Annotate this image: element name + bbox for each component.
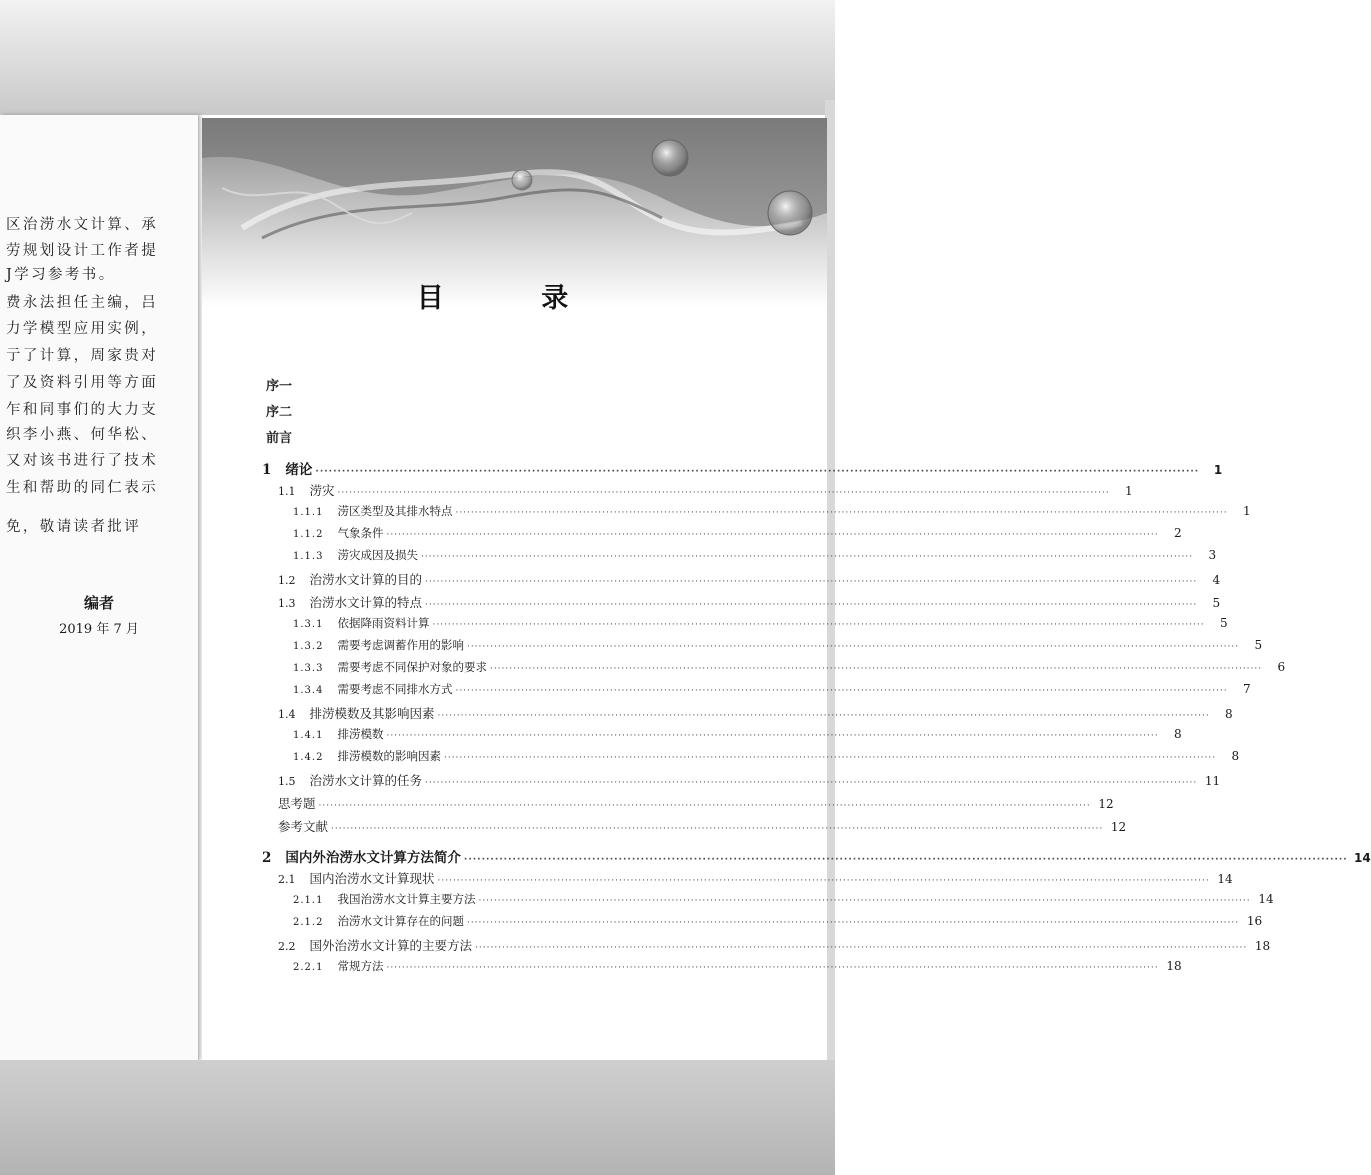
toc-entry-page: 5: [1212, 596, 1221, 610]
front-matter-item: 序一: [266, 379, 293, 394]
toc-entry[interactable]: [278, 771, 1221, 789]
toc-entry-page: 3: [1208, 548, 1217, 562]
toc-entry[interactable]: [293, 726, 1182, 744]
toc-entry-page: 8: [1225, 707, 1233, 721]
toc-entry-number: 2.2.1: [293, 962, 324, 973]
signature: 编者: [83, 594, 114, 612]
preface-text-line: 织李小燕、何华松、: [6, 427, 159, 443]
toc-entry-number: 1.4: [278, 708, 296, 721]
toc-leader-dots: ········································································································································································································: [331, 824, 1104, 834]
scan-background-bottom: [0, 1060, 835, 1175]
toc-entry-page: 7: [1242, 682, 1251, 696]
preface-text-line: 区治涝水文计算、承: [6, 217, 159, 233]
toc-entry-number: 1: [262, 462, 272, 478]
toc-entry-title: 涝灾成因及损失: [337, 548, 418, 562]
toc-entry-title: 依据降雨资料计算: [337, 616, 430, 630]
toc-entry[interactable]: [293, 681, 1251, 699]
toc-entry-page: 11: [1204, 774, 1221, 788]
toc-entry-title: 气象条件: [337, 526, 384, 540]
toc-entry[interactable]: [278, 869, 1233, 887]
toc-entry-number: 1.3.4: [293, 685, 324, 696]
toc-entry[interactable]: [278, 794, 1114, 812]
front-matter-item: 序二: [266, 405, 293, 420]
toc-entry-number: 1.5: [278, 775, 296, 788]
toc-entry-number: 1.2: [278, 574, 296, 587]
toc-entry[interactable]: [262, 846, 1371, 866]
toc-entry-title: 需要考虑调蓄作用的影响: [337, 638, 464, 652]
toc-entry[interactable]: [278, 704, 1233, 722]
toc-entry-page: 16: [1246, 914, 1263, 928]
toc-entry-number: 1.1: [278, 485, 296, 498]
toc-entry-number: 1.4.2: [293, 752, 324, 763]
toc-entry-number: 1.3.1: [293, 619, 324, 630]
toc-entry-number: 2.1.2: [293, 917, 324, 928]
toc-entry-page: 18: [1254, 939, 1271, 953]
preface-text-line: 力学模型应用实例，: [6, 321, 159, 337]
toc-leader-dots: ········································································································································································································: [466, 918, 1240, 928]
toc-entry-page: 1: [1242, 504, 1251, 518]
toc-leader-dots: ········································································································································································································: [443, 753, 1217, 763]
toc-leader-dots: ········································································································································································································: [437, 876, 1210, 886]
toc-entry-title: 涝区类型及其排水特点: [337, 504, 453, 518]
toc-entry-page: 12: [1110, 820, 1127, 834]
toc-entry-number: 1.3.3: [293, 663, 324, 674]
toc-entry-number: 2: [262, 850, 272, 866]
toc-entry-title: 国内外治涝水文计算方法简介: [285, 850, 461, 866]
toc-entry[interactable]: [293, 615, 1228, 633]
toc-leader-dots: ········································································································································································································: [337, 488, 1110, 498]
toc-leader-dots: ········································································································································································································: [463, 855, 1348, 865]
toc-entry-title: 排涝模数及其影响因素: [309, 706, 435, 721]
toc-entry-page: 18: [1166, 959, 1182, 973]
toc-leader-dots: ········································································································································································································: [386, 731, 1159, 741]
front-matter-item: 前言: [266, 431, 293, 446]
page-title: 目 录: [416, 283, 613, 314]
toc-entry-page: 14: [1258, 892, 1274, 906]
toc-entry-page: 5: [1219, 616, 1228, 630]
toc-leader-dots: ········································································································································································································: [475, 943, 1248, 953]
toc-leader-dots: ········································································································································································································: [489, 664, 1263, 674]
toc-entry-page: 6: [1277, 660, 1286, 674]
toc-entry-number: 2.1: [278, 873, 296, 886]
toc-leader-dots: ········································································································································································································: [425, 778, 1198, 788]
scan-background-top: [0, 0, 835, 115]
toc-entry-title: 参考文献: [278, 819, 329, 834]
left-page: [0, 115, 199, 1060]
toc-entry-title: 治涝水文计算的目的: [309, 572, 423, 587]
toc-entry-number: 1.1.3: [293, 551, 324, 562]
toc-leader-dots: ········································································································································································································: [455, 686, 1228, 696]
toc-entry-number: 2.2: [278, 940, 296, 953]
toc-leader-dots: ········································································································································································································: [425, 577, 1198, 587]
toc-entry[interactable]: [293, 525, 1182, 543]
preface-text-line: 劳规划设计工作者提: [6, 243, 159, 259]
toc-entry-title: 需要考虑不同排水方式: [337, 682, 453, 696]
toc-entry[interactable]: [278, 936, 1271, 954]
toc-entry-page: 14: [1217, 872, 1233, 886]
toc-entry-number: 1.1.1: [293, 507, 324, 518]
toc-entry-page: 2: [1173, 526, 1182, 540]
toc-leader-dots: ········································································································································································································: [318, 801, 1091, 811]
toc-entry[interactable]: [293, 748, 1240, 766]
toc-entry[interactable]: [293, 659, 1286, 677]
toc-leader-dots: ········································································································································································································: [432, 620, 1205, 630]
right-page: [202, 118, 1371, 1060]
toc-entry[interactable]: [293, 637, 1263, 655]
toc-leader-dots: ········································································································································································································: [437, 711, 1210, 721]
toc-leader-dots: ········································································································································································································: [386, 530, 1159, 540]
toc-leader-dots: ········································································································································································································: [315, 467, 1200, 477]
toc-entry-page: 5: [1254, 638, 1263, 652]
toc-entry-number: 2.1.1: [293, 895, 324, 906]
toc-entry-page: 8: [1173, 727, 1182, 741]
toc-entry-page: 12: [1098, 797, 1114, 811]
toc-entry-title: 排涝模数的影响因素: [337, 749, 441, 763]
toc-entry-title: 治涝水文计算的任务: [309, 773, 423, 788]
toc-entry-title: 需要考虑不同保护对象的要求: [337, 660, 487, 674]
toc-entry-title: 国外治涝水文计算的主要方法: [309, 938, 473, 953]
preface-text-line: 了及资料引用等方面: [6, 375, 159, 391]
toc-entry-title: 常规方法: [337, 959, 384, 973]
toc-entry[interactable]: [278, 817, 1127, 835]
toc-entry-page: 1: [1213, 463, 1223, 477]
toc-entry[interactable]: [278, 593, 1221, 611]
toc-entry-page: 1: [1125, 484, 1133, 498]
preface-text-line: 费永法担任主编，吕: [6, 295, 159, 311]
toc-entry-number: 1.3: [278, 597, 296, 610]
toc-entry-page: 14: [1354, 851, 1371, 865]
toc-entry-number: 1.4.1: [293, 730, 324, 741]
toc-entry-title: 治涝水文计算的特点: [309, 595, 423, 610]
toc-entry-number: 1.3.2: [293, 641, 324, 652]
preface-text-line: 又对该书进行了技术: [6, 453, 159, 469]
toc-entry[interactable]: [278, 570, 1221, 588]
toc-entry[interactable]: [262, 458, 1223, 478]
toc-entry[interactable]: [278, 481, 1133, 499]
toc-entry-title: 涝灾: [309, 483, 335, 498]
toc-leader-dots: ········································································································································································································: [386, 963, 1159, 973]
toc-entry-title: 我国治涝水文计算主要方法: [337, 892, 476, 906]
toc-leader-dots: ········································································································································································································: [420, 552, 1194, 562]
toc-leader-dots: ········································································································································································································: [466, 642, 1240, 652]
preface-text-line: 免，敬请读者批评: [6, 519, 142, 535]
toc-entry-title: 思考题: [278, 796, 316, 811]
preface-text-line: 乍和同事们的大力支: [6, 402, 159, 418]
preface-text-line: J学习参考书。: [6, 267, 116, 283]
toc-entry-page: 4: [1212, 573, 1221, 587]
toc-entry[interactable]: [293, 503, 1251, 521]
date: 2019 年 7 月: [59, 622, 139, 637]
toc-entry-page: 8: [1231, 749, 1240, 763]
toc-leader-dots: ········································································································································································································: [425, 600, 1198, 610]
preface-text-line: 亍了计算，周家贵对: [6, 348, 159, 364]
toc-entry[interactable]: [293, 547, 1217, 565]
toc-entry-title: 国内治涝水文计算现状: [309, 871, 435, 886]
toc-leader-dots: ········································································································································································································: [478, 896, 1251, 906]
toc-entry[interactable]: [293, 958, 1182, 976]
toc-leader-dots: ········································································································································································································: [455, 508, 1228, 518]
toc-entry-title: 排涝模数: [337, 727, 384, 741]
toc-entry[interactable]: [293, 913, 1263, 931]
toc-entry-number: 1.1.2: [293, 529, 324, 540]
toc-entry-title: 治涝水文计算存在的问题: [337, 914, 464, 928]
toc-entry-title: 绪论: [285, 462, 313, 478]
preface-text-line: 生和帮助的同仁表示: [6, 480, 159, 496]
toc-entry[interactable]: [293, 891, 1274, 909]
